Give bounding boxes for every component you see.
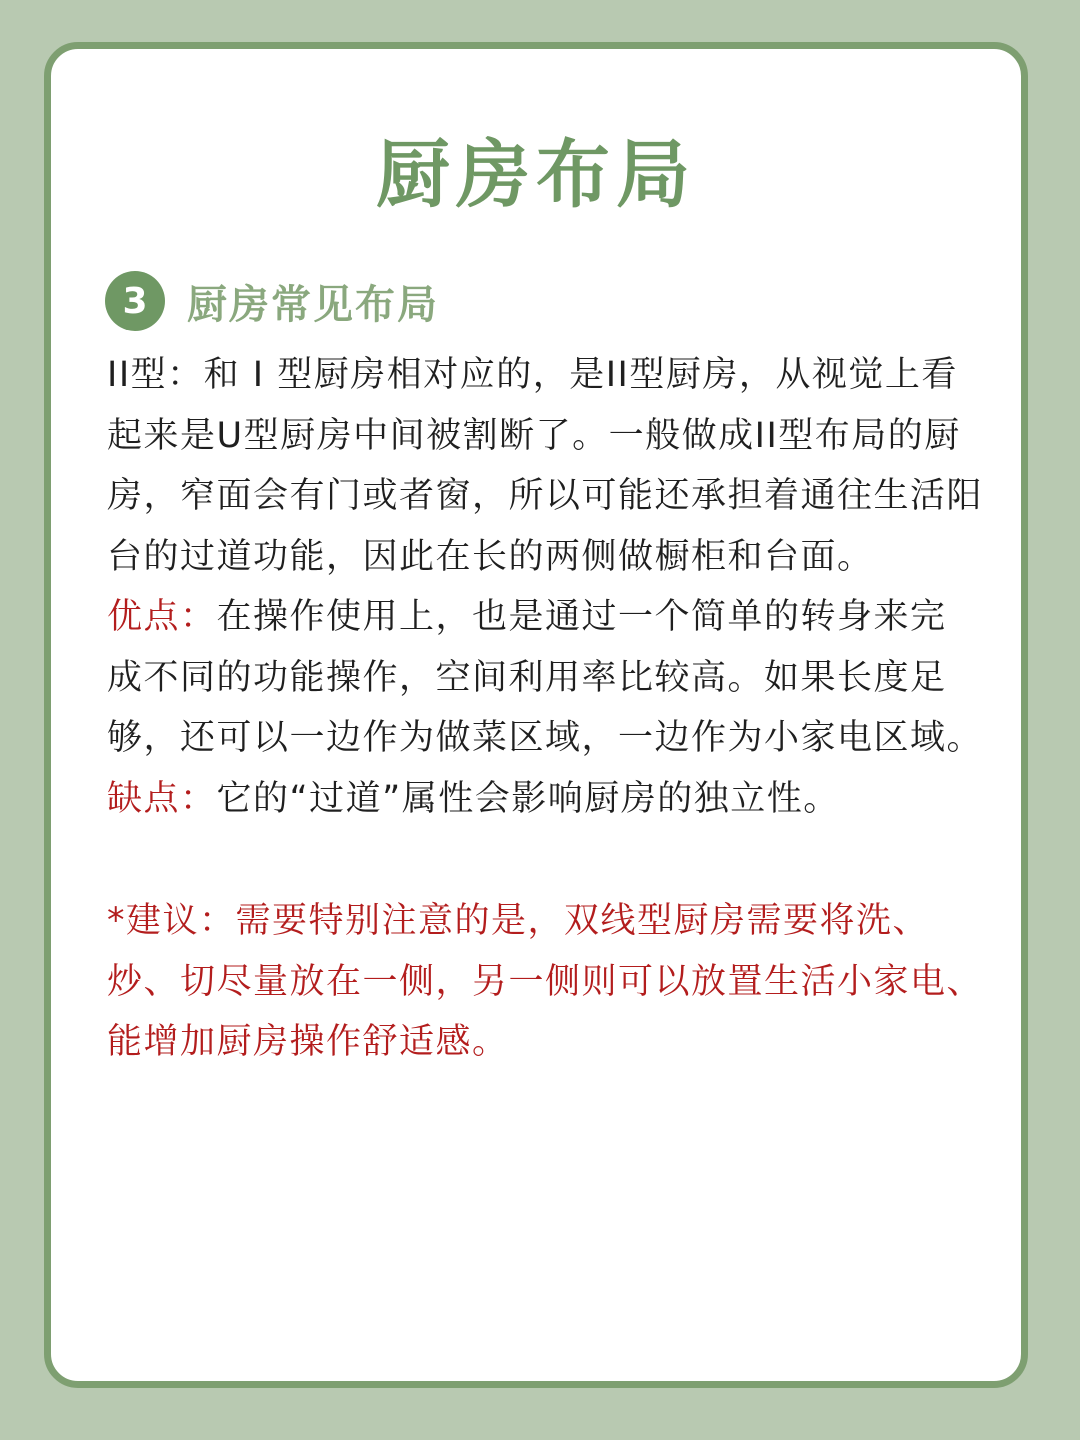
content-card	[44, 42, 1028, 1388]
pros-paragraph	[107, 587, 983, 769]
page-title: 厨房布局	[376, 132, 696, 218]
cons-paragraph	[107, 769, 983, 830]
cons-text: 它的“过道”属性会影响厨房的独立性。	[216, 778, 840, 819]
section-number-badge: 3	[105, 271, 165, 331]
cons-label: 缺点：	[107, 778, 217, 819]
pros-label: 优点：	[107, 597, 217, 637]
intro-paragraph: II型：和 I 型厨房相对应的，是II型厨房，从视觉上看起来是U型厨房中间被割断了。一般做成II型布局的厨房，窄面会有门或者窗，所以可能还承担着通往生活阳台的过道功能，因此在长的两侧做橱柜和台面。	[107, 355, 984, 577]
section-title: 厨房常见布局	[187, 281, 439, 328]
section-header	[105, 271, 439, 331]
body-text	[107, 345, 983, 1073]
advice-paragraph: *建议：需要特别注意的是，双线型厨房需要将洗、炒、切尽量放在一侧，另一侧则可以放置生活小家电、能增加厨房操作舒适感。	[107, 901, 984, 1062]
pros-text: 在操作使用上，也是通过一个简单的转身来完成不同的功能操作，空间利用率比较高。如果长度足够，还可以一边作为做菜区域，一边作为小家电区域。	[107, 597, 984, 758]
